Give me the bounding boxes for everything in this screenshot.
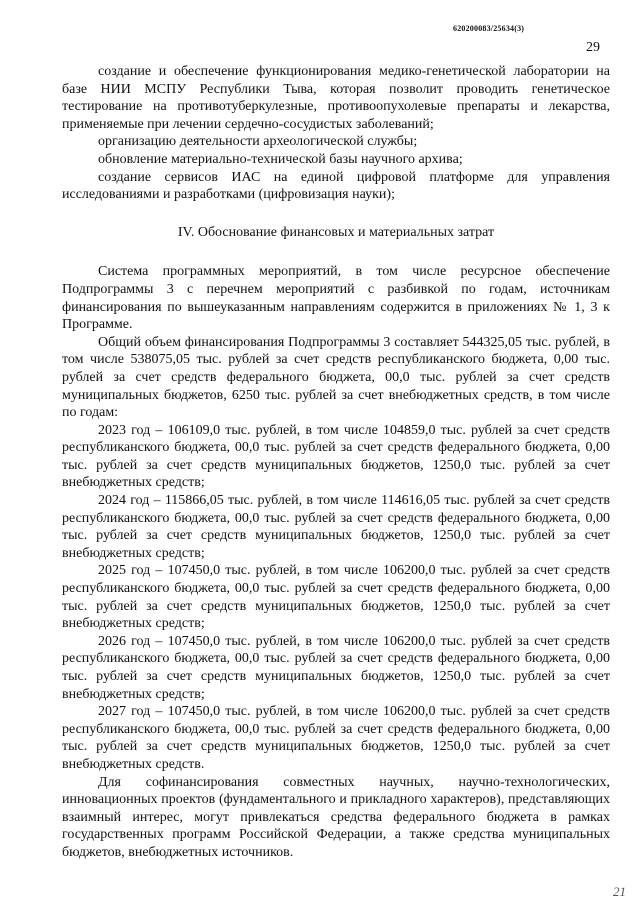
page-number: 29: [586, 40, 600, 55]
document-id: 620200083/25634(3): [453, 24, 525, 33]
paragraph: 2024 год – 115866,05 тыс. рублей, в том числе 114616,05 тыс. рублей за счет средств республиканского бюджета, 00,0 тыс. рублей за счет средств федерального бюджета, 0,00 тыс. рублей за счет средств муниципальных бюджетов, 1250,0 тыс. рублей за счет внебюджетных средств;: [62, 493, 610, 561]
paragraph: Общий объем финансирования Подпрограммы 3 составляет 544325,05 тыс. рублей, в том числе 538075,05 тыс. рублей за счет средств республиканского бюджета, 0,00 тыс. рублей за счет средств федерального бюджета, 00,0 тыс. рублей за счет средств муниципальных бюджетов, 6250 тыс. рублей за счет внебюджетных средств, в том числе по годам:: [62, 334, 610, 421]
section-title: IV. Обоснование финансовых и материальных затрат: [177, 224, 495, 240]
list-item: создание сервисов ИАС на единой цифровой платформе для управления исследованиями и разработками (цифровизация науки);: [62, 169, 610, 203]
list-item: обновление материально-технической базы научного архива;: [98, 151, 463, 167]
paragraph: 2025 год – 107450,0 тыс. рублей, в том числе 106200,0 тыс. рублей за счет средств республиканского бюджета, 00,0 тыс. рублей за счет средств федерального бюджета, 0,00 тыс. рублей за счет средств муниципальных бюджетов, 1250,0 тыс. рублей за счет внебюджетных средств;: [62, 563, 610, 632]
corner-mark: 21: [613, 884, 626, 899]
paragraph: 2026 год – 107450,0 тыс. рублей, в том числе 106200,0 тыс. рублей за счет средств республиканского бюджета, 00,0 тыс. рублей за счет средств федерального бюджета, 0,00 тыс. рублей за счет средств муниципальных бюджетов, 1250,0 тыс. рублей за счет внебюджетных средств;: [62, 633, 610, 702]
paragraph: Система программных мероприятий, в том числе ресурсное обеспечение Подпрограммы 3 с перечнем мероприятий с разбивкой по годам, источникам финансирования по вышеуказанным направлениям содержится в приложениях № 1, 3 к Программе.: [62, 264, 610, 333]
paragraph: 2027 год – 107450,0 тыс. рублей, в том числе 106200,0 тыс. рублей за счет средств республиканского бюджета, 00,0 тыс. рублей за счет средств федерального бюджета, 0,00 тыс. рублей за счет средств муниципальных бюджетов, 1250,0 тыс. рублей за счет внебюджетных средств.: [62, 704, 610, 772]
list-item: создание и обеспечение функционирования медико-генетической лаборатории на базе НИИ МСПУ Республики Тыва, которая позволит проводить генетическое тестирование на противотуберкулезные, противоопухолевые препараты и лекарства, применяемые при лечении сердечно-сосудистых заболеваний;: [62, 64, 610, 132]
document-body: [62, 63, 610, 862]
paragraph: Для софинансирования совместных научных, научно-технологических, инновационных проектов (фундаментального и прикладного характеров), представляющих взаимный интерес, могут привлекаться средства федерального бюджета в рамках государственных программ Российской Федерации, а также средства муниципальных бюджетов, внебюджетных источников.: [62, 774, 610, 860]
list-item: организацию деятельности археологической службы;: [98, 134, 418, 150]
paragraph: 2023 год – 106109,0 тыс. рублей, в том числе 104859,0 тыс. рублей за счет средств республиканского бюджета, 00,0 тыс. рублей за счет средств федерального бюджета, 0,00 тыс. рублей за счет средств муниципальных бюджетов, 1250,0 тыс. рублей за счет внебюджетных средств;: [62, 422, 610, 491]
